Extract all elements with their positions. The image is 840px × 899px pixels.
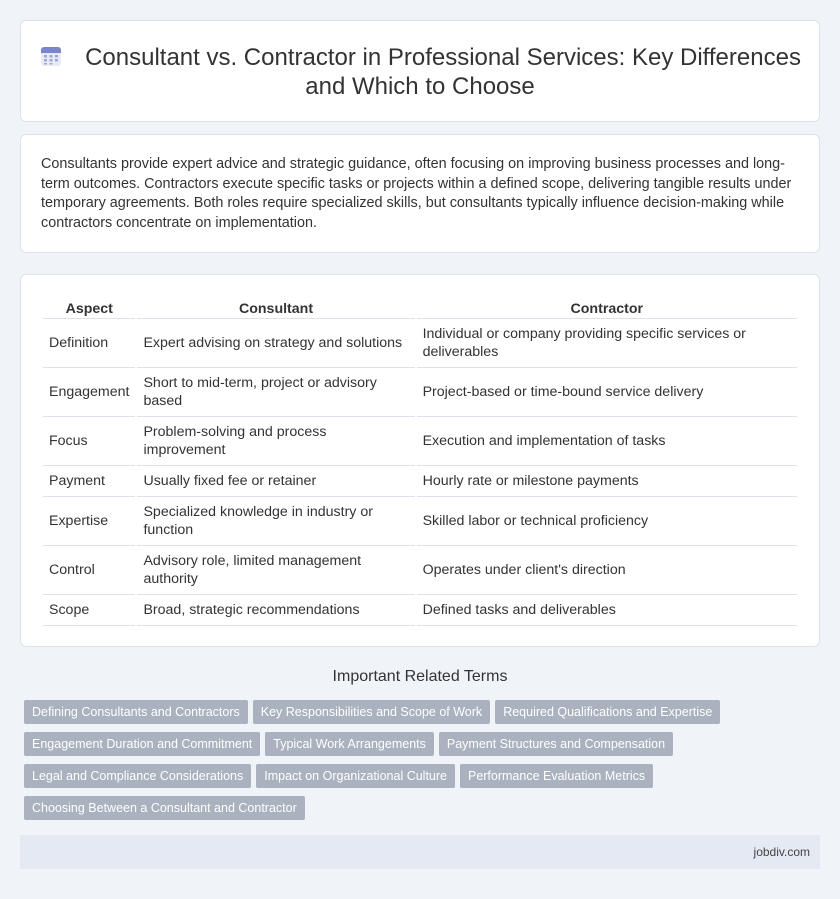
comparison-card [20,274,820,647]
intro-card [20,134,820,253]
table-header-row [43,295,797,319]
comparison-table [41,295,799,626]
intro-paragraph: Consultants provide expert advice and strategic guidance, often focusing on improving business processes and long-term outcomes. Contractors execute specific tasks or projects within a defined scope, delivering tangible results under temporary agreements. Both roles require specialized skills, but consultants typically influence decision-making while contractors concentrate on implementation. [41,156,792,231]
row-consultant: Problem-solving and process improvement [137,417,414,466]
row-consultant: Advisory role, limited management authority [137,546,414,595]
row-consultant: Usually fixed fee or retainer [137,466,414,497]
table-row [43,466,797,497]
row-contractor: Operates under client's direction [417,546,797,595]
row-aspect: Payment [43,466,135,497]
calendar-icon [39,44,63,68]
row-contractor: Project-based or time-bound service delivery [417,368,797,417]
related-terms-list [24,700,824,828]
related-term-tag[interactable]: Required Qualifications and Expertise [495,700,720,724]
related-term-tag[interactable]: Typical Work Arrangements [265,732,434,756]
row-aspect: Engagement [43,368,135,417]
row-aspect: Control [43,546,135,595]
table-row [43,595,797,626]
row-consultant: Short to mid-term, project or advisory based [137,368,414,417]
header-consultant: Consultant [137,295,414,319]
related-terms-title: Important Related Terms [332,668,508,685]
row-contractor: Execution and implementation of tasks [417,417,797,466]
table-row [43,497,797,546]
related-term-tag[interactable]: Choosing Between a Consultant and Contractor [24,796,305,820]
row-aspect: Scope [43,595,135,626]
related-term-tag[interactable]: Defining Consultants and Contractors [24,700,248,724]
page-title-wrap [21,43,819,101]
row-contractor: Defined tasks and deliverables [417,595,797,626]
related-term-tag[interactable]: Engagement Duration and Commitment [24,732,260,756]
table-row [43,368,797,417]
row-consultant: Broad, strategic recommendations [137,595,414,626]
footer-site-link[interactable]: jobdiv.com [753,845,810,859]
related-term-tag[interactable]: Performance Evaluation Metrics [460,764,653,788]
row-aspect: Expertise [43,497,135,546]
row-aspect: Definition [43,319,135,368]
related-term-tag[interactable]: Key Responsibilities and Scope of Work [253,700,490,724]
table-row [43,417,797,466]
row-contractor: Skilled labor or technical proficiency [417,497,797,546]
header-aspect: Aspect [43,295,135,319]
header-card [20,20,820,122]
table-row [43,546,797,595]
row-consultant: Specialized knowledge in industry or function [137,497,414,546]
footer [20,835,820,869]
row-contractor: Hourly rate or milestone payments [417,466,797,497]
row-aspect: Focus [43,417,135,466]
table-row [43,319,797,368]
header-contractor: Contractor [417,295,797,319]
row-consultant: Expert advising on strategy and solutions [137,319,414,368]
related-term-tag[interactable]: Legal and Compliance Considerations [24,764,251,788]
related-term-tag[interactable]: Impact on Organizational Culture [256,764,455,788]
page-title: Consultant vs. Contractor in Professional Services: Key Differences and Which to Choose [85,44,801,100]
row-contractor: Individual or company providing specific services or deliverables [417,319,797,368]
related-term-tag[interactable]: Payment Structures and Compensation [439,732,673,756]
